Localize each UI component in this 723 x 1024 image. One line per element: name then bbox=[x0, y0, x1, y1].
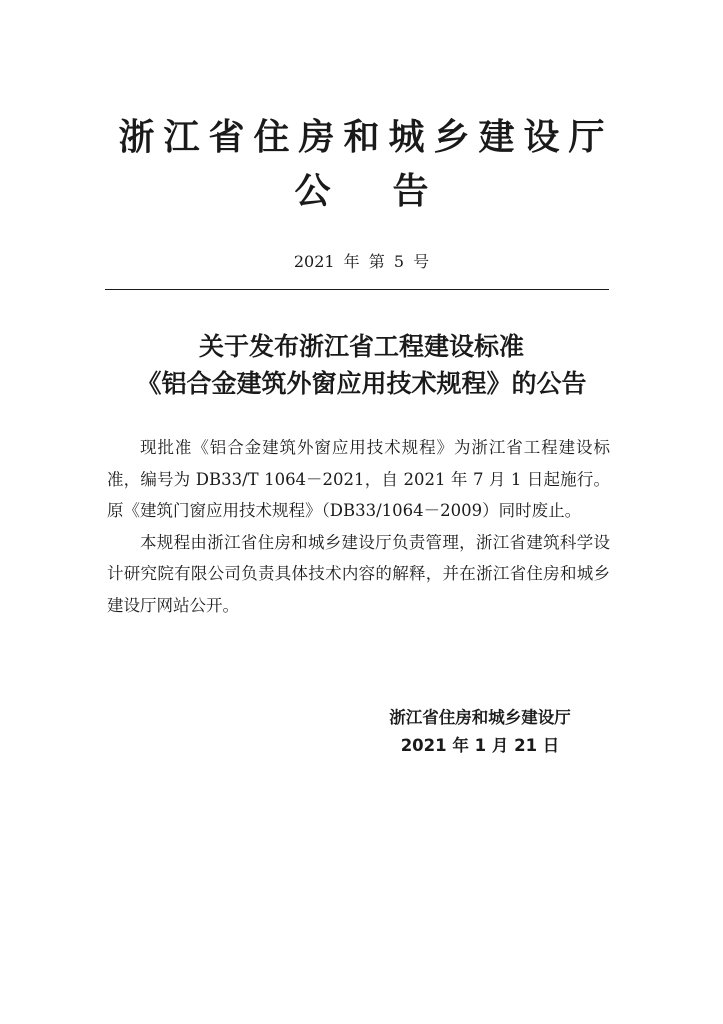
document-number: 2021 年 第 5 号 bbox=[293, 252, 430, 271]
body-paragraph-1: 现批准《铝合金建筑外窗应用技术规程》为浙江省工程建设标准，编号为 DB33/T 1064－2021，自 2021 年 7 月 1 日起施行。原《建筑门窗应用技术规程》（DB33/1064－2009）同时废止。 bbox=[107, 438, 610, 520]
signature-date: 2021 年 1 月 21 日 bbox=[400, 736, 560, 755]
announcement-title bbox=[0, 328, 723, 402]
issuer-heading: 浙江省住房和城乡建设厅 bbox=[118, 116, 614, 158]
header-divider bbox=[105, 289, 609, 290]
signature-issuer: 浙江省住房和城乡建设厅 bbox=[389, 708, 571, 727]
body-paragraph-2: 本规程由浙江省住房和城乡建设厅负责管理，浙江省建筑科学设计研究院有限公司负责具体技术内容的解释，并在浙江省住房和城乡建设厅网站公开。 bbox=[107, 532, 610, 615]
title-line-2: 《铝合金建筑外窗应用技术规程》的公告 bbox=[136, 369, 587, 398]
announcement-body bbox=[107, 432, 610, 621]
signature-block bbox=[360, 704, 600, 760]
title-line-1: 关于发布浙江省工程建设标准 bbox=[198, 332, 524, 361]
document-type-heading: 公告 bbox=[294, 170, 491, 212]
